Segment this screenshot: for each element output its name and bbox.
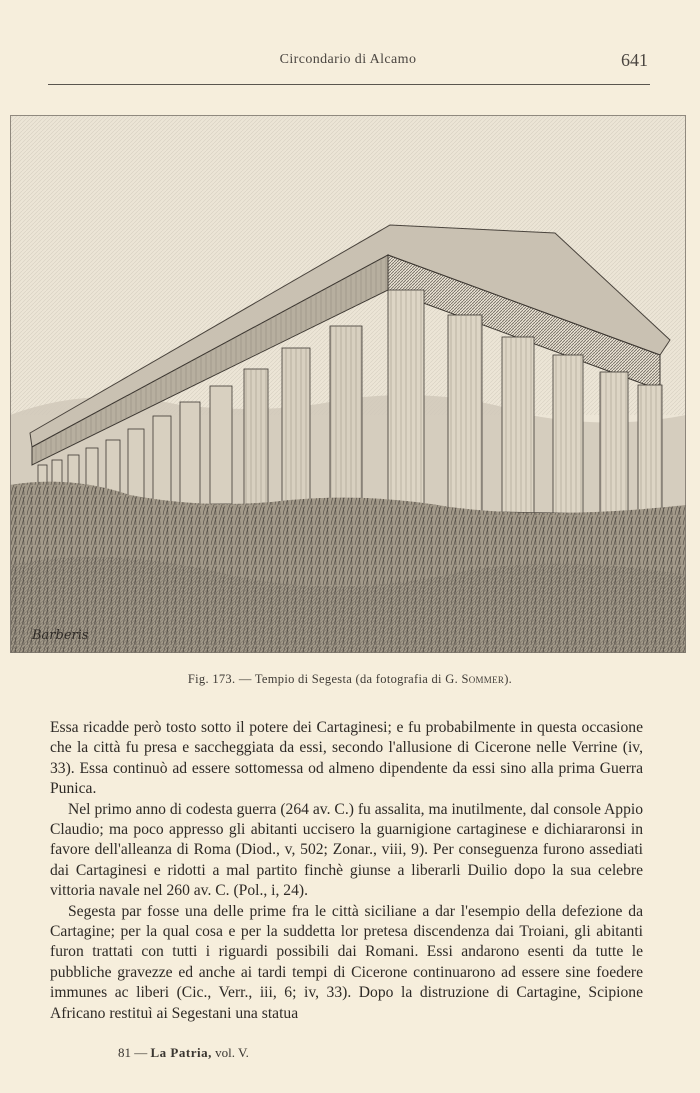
caption-prefix: Fig. 173. — Tempio di Segesta (da fotografia di G. xyxy=(187,672,462,686)
running-title: Circondario di Alcamo xyxy=(279,52,417,67)
signature-dash: — xyxy=(134,1045,148,1060)
signature-line xyxy=(118,1045,249,1061)
figure-caption xyxy=(0,672,700,687)
signature-number: 81 xyxy=(118,1045,131,1060)
volume-label: vol. V. xyxy=(215,1045,249,1060)
page-number: 641 xyxy=(621,50,648,70)
paragraph-2: Nel primo anno di codesta guerra (264 av. C.) fu assalita, ma inutilmente, dal console Appio Claudio; ma poco appresso gli abitanti uccisero la guarnigione cartaginese e dichiararonsi in favore dell'alleanza di Roma (Diod., v, 502; Zonar., viii, 9). Per conseguenza furono assediati dai Cartaginesi e ridotti a mal partito finchè giunse a liberarli Duilio dopo la sua celebre vittoria navale nel 260 av. C. (Pol., i, 24). xyxy=(50,800,643,900)
running-header xyxy=(48,50,648,74)
temple-engraving xyxy=(10,115,686,653)
paragraph-3: Segesta par fosse una delle prime fra le città siciliane a dar l'esempio della defezione da Cartagine; per la qual cosa e per la suddetta lor pretesa discendenza dai Troiani, gli abitanti furon trattati con tutti i riguardi possibili dai Romani. Essi andarono esenti da tutte le pubbliche gravezze ed anche ai tardi tempi di Cicerone continuarono ad essere sine foedere immunes ac liberi (Cic., Verr., iii, 6; iv, 33). Dopo la distruzione di Cartagine, Scipione Africano restituì ai Segestani una statua xyxy=(50,902,643,1022)
body-text xyxy=(50,718,643,1024)
temple-illustration xyxy=(10,115,686,653)
header-rule xyxy=(48,84,650,85)
caption-author: Sommer xyxy=(461,672,505,686)
paragraph-1: Essa ricadde però tosto sotto il potere dei Cartaginesi; e fu probabilmente in questa occasione che la città fu presa e saccheggiata da essi, secondo l'allusione di Cicerone nelle Verrine (iv, 33). Essa continuò ad essere sottomessa od almeno dipendente da essi sino alla prima Guerra Punica. xyxy=(50,719,643,798)
artist-signature: Barberis xyxy=(32,628,89,643)
caption-suffix: ). xyxy=(504,672,513,686)
publication-title: La Patria, xyxy=(150,1045,212,1060)
